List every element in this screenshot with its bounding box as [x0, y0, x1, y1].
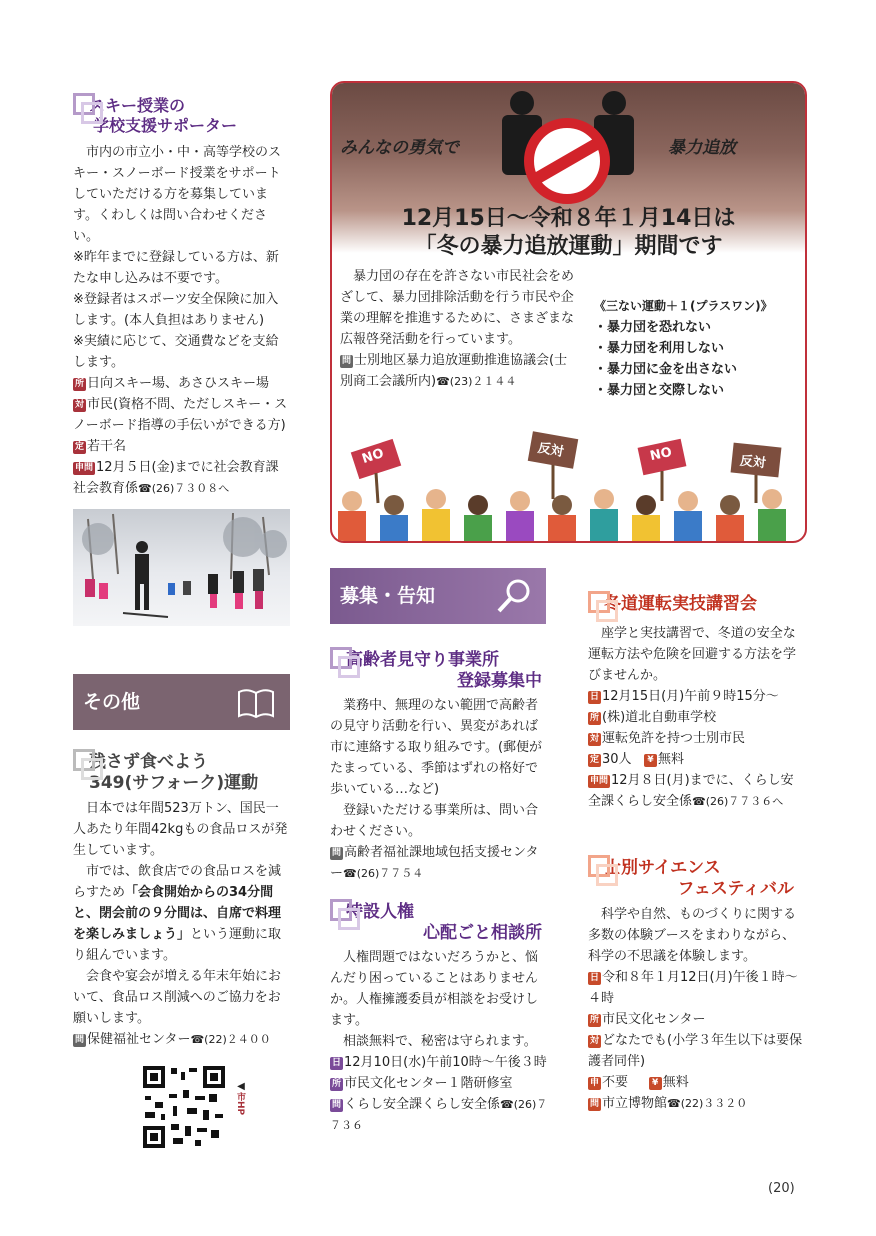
winter-driving-title: 冬道運転実技講習会 — [588, 594, 806, 615]
prohibition-sign-icon — [529, 123, 605, 199]
recruit-banner: 募集・告知 — [330, 568, 546, 624]
protest-sign: 反対 — [739, 453, 767, 472]
ski-section: スキー授業の 学校支援サポーター 市内の市立小・中・高等学校のスキー・スノーボード授業をサポートしていただける方を募集しています。くわしくは問い合わせください。 ※昨年までに登録している方は、新たな申し込みは不要です。 ※登録者はスポーツ安全保険に加入します。(本人負担はありません) ※実績に応じて、交通費などを支給します。 所 日向スキー場、あさひスキー場 対 市民(資格不問、ただしスキー・スノーボード指導の手伝いができる方) 定 若干名 申問 12月５日(金)までに社会教育課社会教育係☎(26)７３０８へ — [73, 96, 291, 499]
headline-date: 12月15日〜令和８年１月14日は — [401, 206, 736, 231]
other-title: 残さず食べよう 349(サフォーク)運動 — [73, 752, 291, 794]
qr-code[interactable] — [143, 1066, 225, 1148]
recruit-section: 高齢者見守り事業所 登録募集中 業務中、無理のない範囲で高齢者の見守り活動を行い、異変があれば市に連絡する取り組みです。(郵便がたまっている、季節はずれの格好で歩いている…など) 登録いただける事業所は、問い合わせください。 問 高齢者福祉課地域包括支援センター☎(26)７７５４ 特設人権 心配ごと相談所 人権問題ではないだろうかと、悩んだり困っていることはありませんか。人権擁護委員が相談をお受けします。 相談無料で、秘密は守られます。 日 12月10日(水)午前10時〜午後３時 所 市民文化センター１階研修室 問 くらし安全課くらし安全係☎(26)７７３６ — [330, 650, 548, 1136]
qr-label: ◀ 市HP — [235, 1081, 245, 1116]
three-nai-item: ・暴力団と交際しない — [594, 383, 725, 398]
science-section: 士別サイエンス フェスティバル 科学や自然、ものづくりに関する多数の体験ブースをまわりながら、科学の不思議を体験します。 日 令和８年１月12日(月)午後１時〜４時 所 市民文化センター 対 どなたでも(小学３年生以下は要保護者同伴) 申 不要 ¥ 無料 問 市立博物館☎(22)３３２０ — [588, 858, 806, 1114]
magnifier-icon — [494, 576, 534, 638]
human-rights-title: 特設人権 心配ごと相談所 — [330, 902, 548, 944]
violence-header — [332, 83, 805, 259]
page-number: (20) — [768, 1181, 795, 1196]
three-nai-item: ・暴力団を恐れない — [594, 320, 712, 335]
slogan-right: 暴力追放 — [668, 138, 736, 158]
ski-photo — [73, 509, 290, 626]
three-nai-title: 《三ない運動＋１(プラスワン)》 — [594, 299, 773, 313]
ski-title: スキー授業の 学校支援サポーター — [73, 96, 291, 136]
slogan-left: みんなの勇気で — [340, 138, 459, 158]
protest-crowd — [332, 423, 805, 541]
protest-sign: 反対 — [536, 440, 565, 461]
science-festival-title: 士別サイエンス フェスティバル — [588, 858, 806, 900]
other-banner: その他 — [73, 674, 290, 730]
winter-section: 冬道運転実技講習会 座学と実技講習で、冬道の安全な運転方法や危険を回避する方法を学びませんか。 日 12月15日(月)午前９時15分〜 所 (株)道北自動車学校 対 運転免許を持つ士別市民 定 30人 ¥ 無料 申問 12月８日(月)までに、くらし安全課くらし安全係☎(26)７７３６へ — [588, 594, 806, 812]
three-nai-item: ・暴力団を利用しない — [594, 341, 725, 356]
violence-box: みんなの勇気で 暴力追放 12月15日〜令和８年１月14日は 「冬の暴力追放運動」期間です 暴力団の存在を許さない市民社会をめざして、暴力団排除活動を行う市民や企業の理解を推進するために、さまざまな広報啓発活動を行っています。 問 士別地区暴力追放運動推進協議会(士別商工会議所内)☎(23)２１４４ 《三ない運動＋１(プラスワン)》 ・暴力団を恐れない ・暴力団を利用しない ・暴力団に金を出さない ・暴力団と交際しない NO 反対 NO 反対 — [330, 81, 807, 543]
three-nai-item: ・暴力団に金を出さない — [594, 362, 738, 377]
book-icon — [236, 686, 276, 742]
protest-sign: NO — [360, 445, 386, 468]
other-section: 残さず食べよう 349(サフォーク)運動 日本では年間523万トン、国民一人あたり年間42kgもの食品ロスが発生しています。 市では、飲食店での食品ロスを減らすため「会食開始からの34分間と、閉会前の９分間は、自席で料理を楽しみましょう」という運動に取り組んでいます。 会食や宴会が増える年末年始において、食品ロス削減へのご協力をお願いします。 問 保健福祉センター☎(22)２４００ — [73, 752, 291, 1050]
protest-sign: NO — [648, 444, 674, 465]
headline-title: 「冬の暴力追放運動」期間です — [414, 234, 723, 259]
elder-watch-title: 高齢者見守り事業所 登録募集中 — [330, 650, 548, 692]
